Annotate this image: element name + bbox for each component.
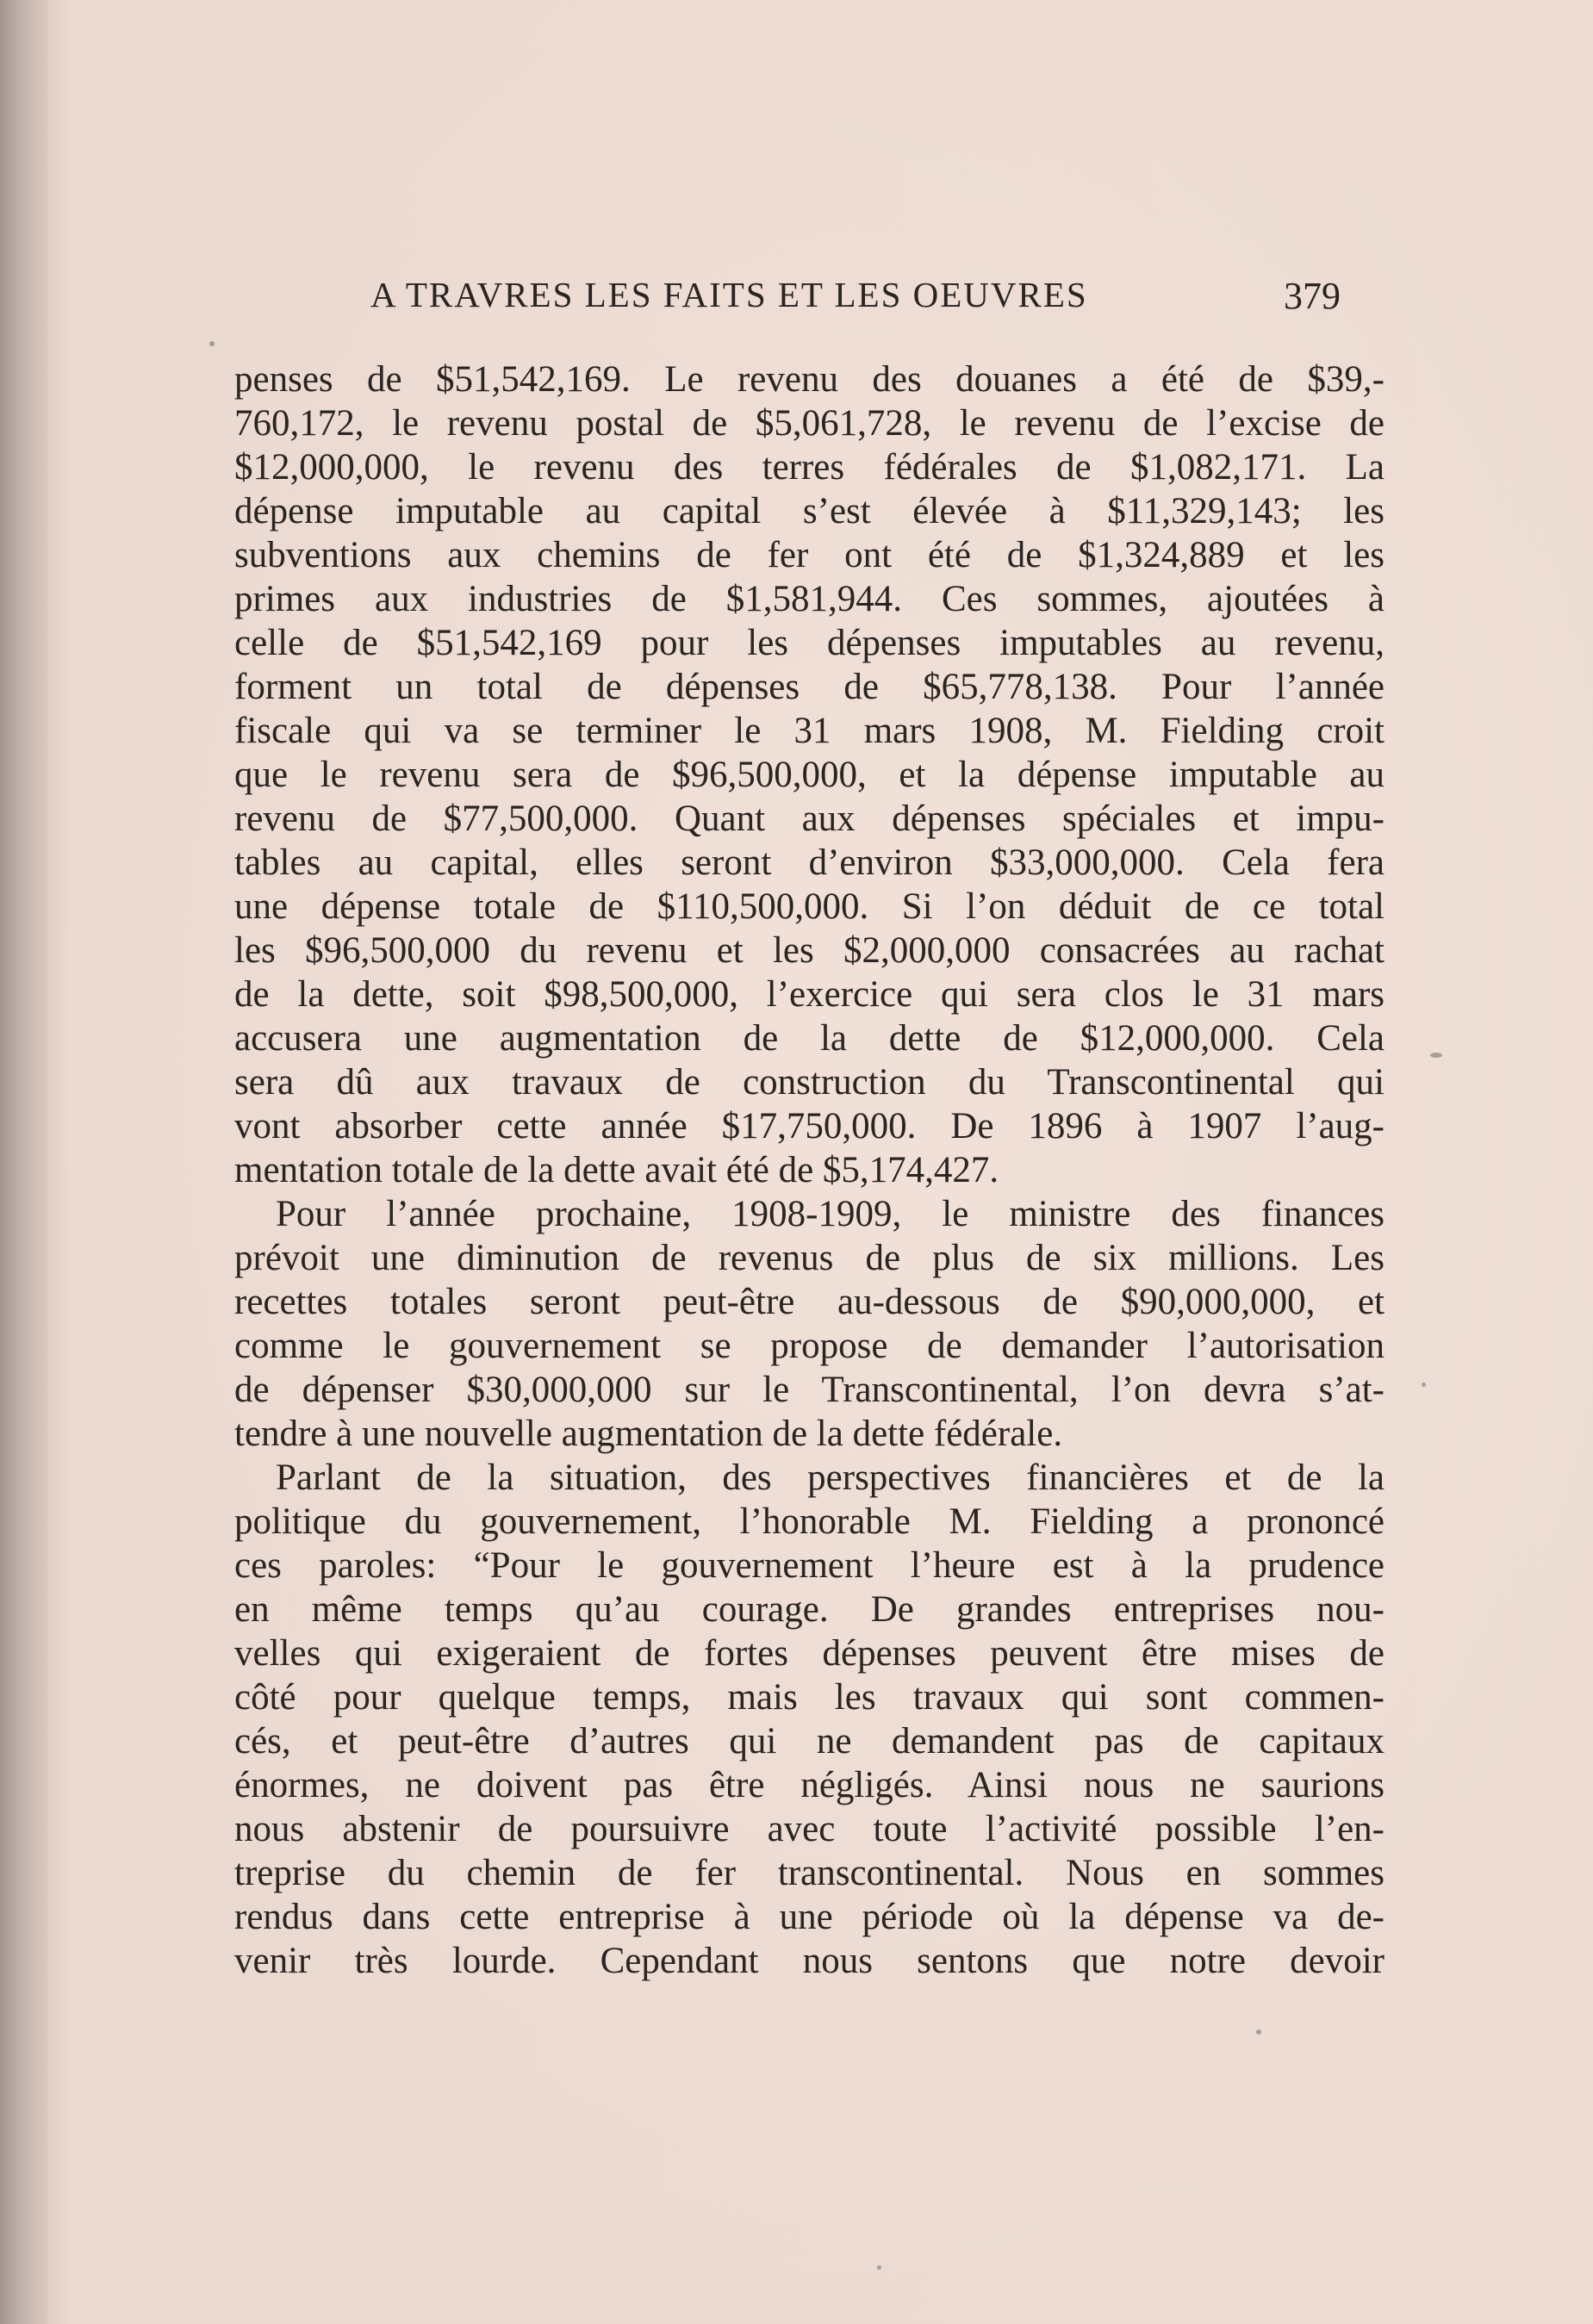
text-line: en même temps qu’au courage. De grandes entreprises nou- bbox=[234, 1589, 1385, 1630]
text-line: de dépenser $30,000,000 sur le Transcontinental, l’on devra s’at- bbox=[234, 1370, 1385, 1410]
scan-speck bbox=[1256, 2029, 1261, 2035]
text-line: que le revenu sera de $96,500,000, et la dépense imputable au bbox=[234, 755, 1385, 795]
text-line: recettes totales seront peut-être au-dessous de $90,000,000, et bbox=[234, 1282, 1385, 1322]
text-line: dépense imputable au capital s’est élevée à $11,329,143; les bbox=[234, 491, 1385, 531]
binding-gutter bbox=[0, 0, 47, 2324]
scan-speck bbox=[209, 341, 215, 346]
text-line: accusera une augmentation de la dette de $12,000,000. Cela bbox=[234, 1018, 1385, 1059]
text-line: politique du gouvernement, l’honorable M. Fielding a prononcé bbox=[234, 1501, 1385, 1542]
scan-speck bbox=[1422, 1383, 1426, 1387]
body-text bbox=[234, 357, 1385, 1983]
text-line: une dépense totale de $110,500,000. Si l’on déduit de ce total bbox=[234, 886, 1385, 927]
text-line: velles qui exigeraient de fortes dépenses peuvent être mises de bbox=[234, 1633, 1385, 1674]
text-line: celle de $51,542,169 pour les dépenses imputables au revenu, bbox=[234, 623, 1385, 663]
text-line: énormes, ne doivent pas être négligés. Ainsi nous ne saurions bbox=[234, 1765, 1385, 1805]
text-line: vont absorber cette année $17,750,000. De 1896 à 1907 l’aug- bbox=[234, 1106, 1385, 1146]
text-line: primes aux industries de $1,581,944. Ces sommes, ajoutées à bbox=[234, 579, 1385, 619]
text-line: fiscale qui va se terminer le 31 mars 1908, M. Fielding croit bbox=[234, 711, 1385, 751]
text-line: venir très lourde. Cependant nous sentons que notre devoir bbox=[234, 1941, 1385, 1981]
text-line: comme le gouvernement se propose de demander l’autorisation bbox=[234, 1326, 1385, 1366]
text-line: penses de $51,542,169. Le revenu des douanes a été de $39,- bbox=[234, 359, 1385, 400]
text-line: revenu de $77,500,000. Quant aux dépenses spéciales et impu- bbox=[234, 798, 1385, 839]
text-line: treprise du chemin de fer transcontinental. Nous en sommes bbox=[234, 1853, 1385, 1893]
text-line: ces paroles: “Pour le gouvernement l’heure est à la prudence bbox=[234, 1545, 1385, 1586]
text-line: Parlant de la situation, des perspectives financières et de la bbox=[276, 1457, 1385, 1498]
text-line: prévoit une diminution de revenus de plus de six millions. Les bbox=[234, 1238, 1385, 1278]
text-line: mentation totale de la dette avait été de $5,174,427. bbox=[234, 1150, 999, 1190]
text-line: côté pour quelque temps, mais les travaux qui sont commen- bbox=[234, 1677, 1385, 1718]
text-line: subventions aux chemins de fer ont été de $1,324,889 et les bbox=[234, 535, 1385, 575]
text-line: de la dette, soit $98,500,000, l’exercice qui sera clos le 31 mars bbox=[234, 974, 1385, 1015]
text-line: cés, et peut-être d’autres qui ne demandent pas de capitaux bbox=[234, 1721, 1385, 1762]
text-line: $12,000,000, le revenu des terres fédérales de $1,082,171. La bbox=[234, 447, 1385, 488]
scan-speck bbox=[877, 2265, 881, 2270]
text-line: 760,172, le revenu postal de $5,061,728, le revenu de l’excise de bbox=[234, 403, 1385, 444]
running-head: A TRAVRES LES FAITS ET LES OEUVRES bbox=[370, 275, 1088, 314]
text-line: Pour l’année prochaine, 1908-1909, le ministre des finances bbox=[276, 1194, 1385, 1234]
text-line: tendre à une nouvelle augmentation de la dette fédérale. bbox=[234, 1414, 1063, 1454]
text-line: sera dû aux travaux de construction du Transcontinental qui bbox=[234, 1062, 1385, 1103]
text-line: les $96,500,000 du revenu et les $2,000,000 consacrées au rachat bbox=[234, 930, 1385, 971]
scan-speck bbox=[1430, 1053, 1442, 1058]
page-number: 379 bbox=[1284, 275, 1341, 317]
text-line: tables au capital, elles seront d’environ $33,000,000. Cela fera bbox=[234, 842, 1385, 883]
text-line: forment un total de dépenses de $65,778,138. Pour l’année bbox=[234, 667, 1385, 707]
page-header bbox=[370, 274, 1378, 326]
text-line: nous abstenir de poursuivre avec toute l’activité possible l’en- bbox=[234, 1809, 1385, 1849]
text-line: rendus dans cette entreprise à une période où la dépense va de- bbox=[234, 1897, 1385, 1937]
